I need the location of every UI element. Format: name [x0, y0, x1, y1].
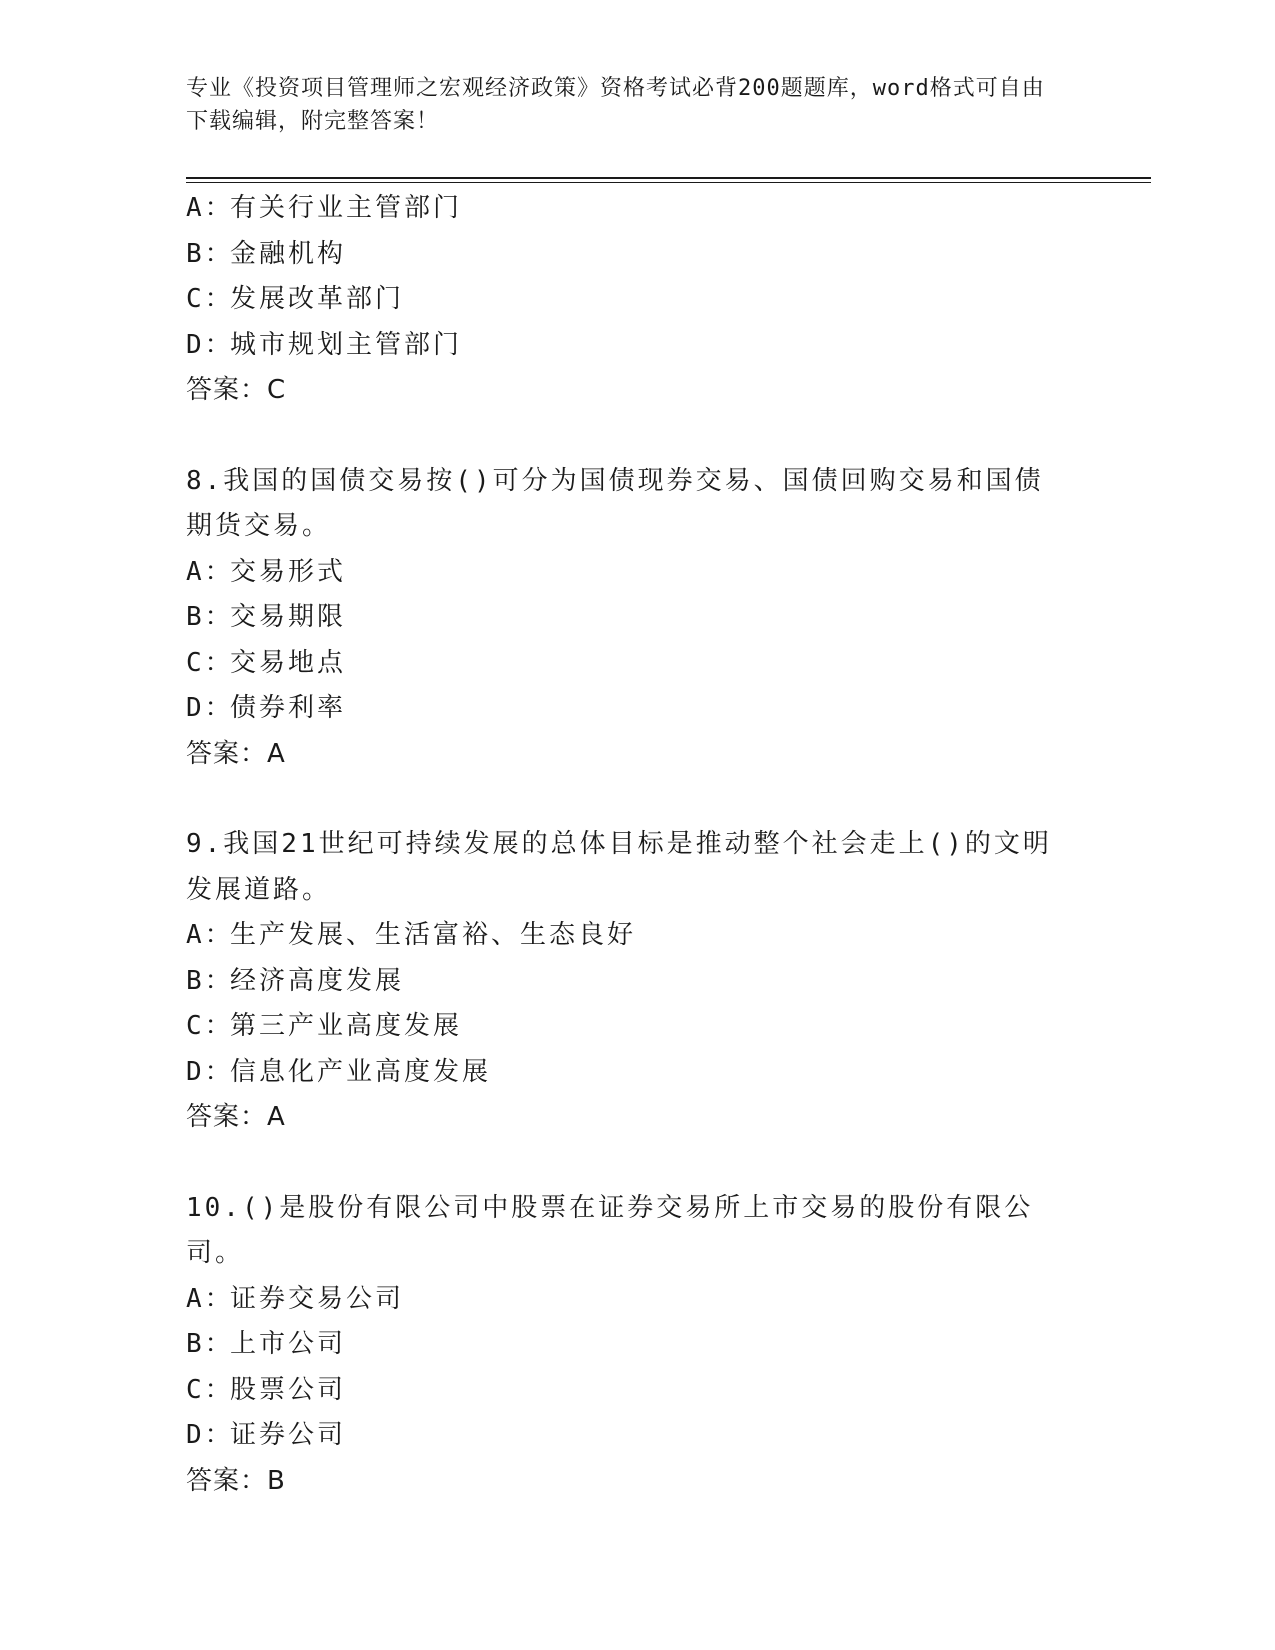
answer: 答案：B — [186, 1465, 286, 1496]
answer: 答案：C — [186, 375, 287, 405]
option-b: B：上市公司 — [186, 1329, 347, 1359]
option-c: C：股票公司 — [186, 1374, 347, 1405]
option-a: A：证券交易公司 — [186, 1283, 405, 1314]
document-header: 专业《投资项目管理师之宏观经济政策》资格考试必背200题题库，word格式可自由下载编辑，附完整答案！ — [186, 76, 1045, 134]
option-c: C：交易地点 — [186, 647, 347, 678]
option-a: A：交易形式 — [186, 556, 347, 587]
option-d: D：债券利率 — [186, 693, 347, 723]
answer: 答案：A — [186, 738, 286, 769]
question-9 — [186, 822, 1086, 1141]
option-b: B：金融机构 — [186, 238, 347, 269]
header-divider-thick — [186, 177, 1151, 179]
question-8 — [186, 459, 1086, 778]
question-stem: 9.我国21世纪可持续发展的总体目标是推动整个社会走上()的文明发展道路。 — [186, 829, 1052, 905]
option-a: A：有关行业主管部门 — [186, 193, 463, 223]
question-stem: 8.我国的国债交易按()可分为国债现券交易、国债回购交易和国债期货交易。 — [186, 465, 1044, 541]
option-d: D：城市规划主管部门 — [186, 329, 463, 360]
option-d: D：证券公司 — [186, 1420, 347, 1450]
option-a: A：生产发展、生活富裕、生态良好 — [186, 920, 637, 950]
header-divider-thin — [186, 182, 1151, 183]
question-stem: 10.()是股份有限公司中股票在证券交易所上市交易的股份有限公司。 — [186, 1192, 1034, 1268]
option-c: C：发展改革部门 — [186, 284, 405, 314]
answer: 答案：A — [186, 1102, 286, 1132]
option-d: D：信息化产业高度发展 — [186, 1056, 492, 1087]
option-b: B：交易期限 — [186, 602, 347, 632]
option-c: C：第三产业高度发展 — [186, 1011, 463, 1041]
question-10 — [186, 1186, 1086, 1505]
question-7-partial — [186, 186, 1086, 414]
option-b: B：经济高度发展 — [186, 965, 405, 996]
question-list — [186, 186, 1086, 1504]
